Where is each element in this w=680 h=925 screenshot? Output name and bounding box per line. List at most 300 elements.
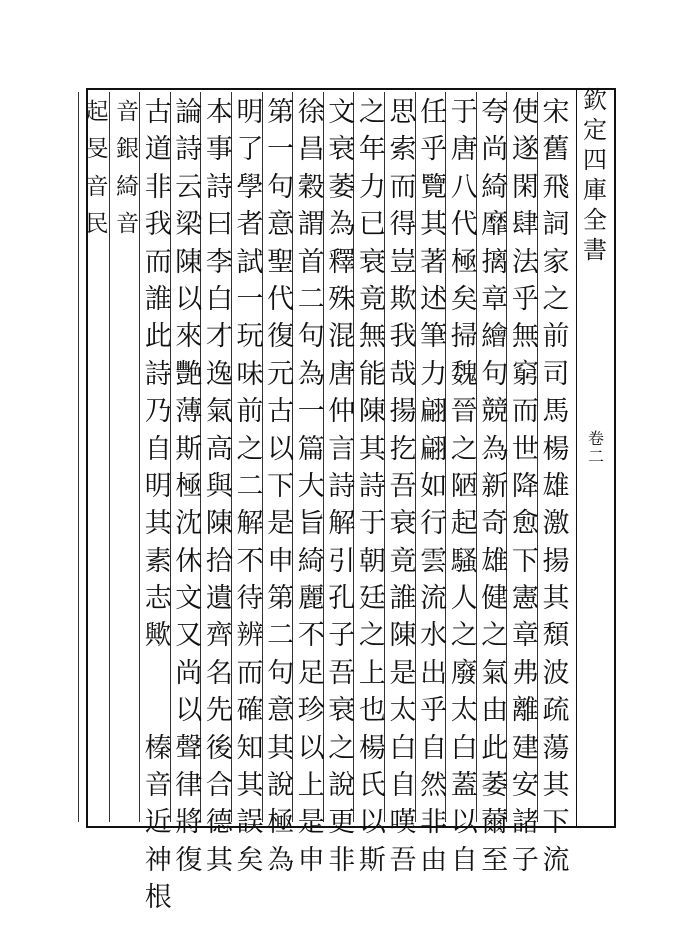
column-char: 解 bbox=[328, 508, 356, 540]
column-char: 詩 bbox=[144, 358, 172, 390]
column-char: 一 bbox=[297, 396, 325, 428]
column-char: 古 bbox=[267, 396, 295, 428]
column-char: 于 bbox=[358, 508, 386, 540]
column-char: 明 bbox=[144, 470, 172, 502]
book-title-char: 四 bbox=[583, 146, 607, 174]
column-char: 扢 bbox=[389, 433, 417, 465]
column-char: 更 bbox=[328, 807, 356, 839]
column-char: 乃 bbox=[144, 396, 172, 428]
column-char: 哉 bbox=[389, 358, 417, 390]
column-char: 之 bbox=[358, 620, 386, 652]
column-char: 覽 bbox=[420, 171, 448, 203]
column-char: 為 bbox=[297, 358, 325, 390]
text-column-16 bbox=[78, 94, 116, 244]
column-char: 尚 bbox=[481, 134, 509, 166]
column-char: 乎 bbox=[420, 695, 448, 727]
column-char: 自 bbox=[420, 732, 448, 764]
column-char: 文 bbox=[328, 97, 356, 128]
column-char: 肆 bbox=[511, 209, 539, 241]
column-char: 律 bbox=[175, 770, 203, 802]
column-char: 篇 bbox=[297, 433, 325, 465]
column-char: 逸 bbox=[205, 358, 233, 390]
column-char: 起 bbox=[450, 508, 478, 540]
column-char: 矣 bbox=[236, 844, 264, 876]
column-char: 音 bbox=[85, 173, 109, 200]
column-char: 楊 bbox=[542, 433, 570, 465]
column-char: 陳 bbox=[175, 246, 203, 278]
column-char: 元 bbox=[267, 358, 295, 390]
column-char: 竟 bbox=[358, 283, 386, 315]
column-char: 此 bbox=[481, 732, 509, 764]
column-char: 曰 bbox=[205, 209, 233, 241]
column-char: 八 bbox=[450, 171, 478, 203]
column-char: 其 bbox=[205, 844, 233, 876]
column-char: 唐 bbox=[450, 134, 478, 166]
column-char: 白 bbox=[205, 283, 233, 315]
column-char: 蓋 bbox=[450, 770, 478, 802]
column-char: 將 bbox=[175, 807, 203, 839]
column-char: 安 bbox=[511, 770, 539, 802]
column-char bbox=[139, 655, 177, 692]
column-char: 其 bbox=[542, 583, 570, 615]
column-char: 而 bbox=[389, 171, 417, 203]
column-char: 氣 bbox=[481, 657, 509, 689]
column-char: 來 bbox=[175, 321, 203, 353]
column-char: 之 bbox=[358, 97, 386, 128]
column-char: 由 bbox=[420, 844, 448, 876]
column-char: 司 bbox=[542, 358, 570, 390]
column-char: 矣 bbox=[450, 283, 478, 315]
column-char: 大 bbox=[297, 470, 325, 502]
column-char: 閑 bbox=[511, 171, 539, 203]
column-char: 是 bbox=[389, 657, 417, 689]
column-char: 聖 bbox=[267, 246, 295, 278]
column-char: 陋 bbox=[450, 470, 478, 502]
column-char: 音 bbox=[116, 211, 140, 238]
column-char: 意 bbox=[267, 695, 295, 727]
column-char: 子 bbox=[328, 620, 356, 652]
column-char: 陳 bbox=[389, 620, 417, 652]
column-char: 宋 bbox=[542, 97, 570, 128]
column-char: 不 bbox=[297, 620, 325, 652]
column-char: 法 bbox=[511, 246, 539, 278]
column-char: 梁 bbox=[175, 209, 203, 241]
column-char: 白 bbox=[389, 732, 417, 764]
column-char: 廷 bbox=[358, 583, 386, 615]
column-char: 得 bbox=[389, 209, 417, 241]
column-char: 復 bbox=[175, 844, 203, 876]
column-char: 吾 bbox=[389, 470, 417, 502]
column-char: 然 bbox=[420, 770, 448, 802]
column-char: 不 bbox=[236, 545, 264, 577]
column-char: 乎 bbox=[420, 134, 448, 166]
column-char: 以 bbox=[175, 283, 203, 315]
column-char: 句 bbox=[267, 657, 295, 689]
column-char: 窮 bbox=[511, 358, 539, 390]
column-char: 白 bbox=[450, 732, 478, 764]
column-char: 魏 bbox=[450, 358, 478, 390]
column-char: 豈 bbox=[389, 246, 417, 278]
column-char: 降 bbox=[511, 470, 539, 502]
column-char: 下 bbox=[267, 470, 295, 502]
column-char: 一 bbox=[236, 283, 264, 315]
column-char: 休 bbox=[175, 545, 203, 577]
column-char: 吾 bbox=[328, 657, 356, 689]
column-char: 綺 bbox=[481, 171, 509, 203]
column-char: 掃 bbox=[450, 321, 478, 353]
column-char: 吾 bbox=[389, 844, 417, 876]
column-char: 章 bbox=[481, 283, 509, 315]
column-char: 徐 bbox=[297, 97, 325, 128]
column-char: 薄 bbox=[175, 396, 203, 428]
column-char: 意 bbox=[267, 209, 295, 241]
column-char: 謂 bbox=[297, 209, 325, 241]
column-char: 水 bbox=[420, 620, 448, 652]
column-char: 綺 bbox=[116, 173, 140, 200]
column-char: 其 bbox=[236, 770, 264, 802]
column-char: 非 bbox=[420, 807, 448, 839]
column-char: 憲 bbox=[511, 583, 539, 615]
column-char: 之 bbox=[450, 620, 478, 652]
column-char: 一 bbox=[267, 134, 295, 166]
column-char: 能 bbox=[358, 358, 386, 390]
column-char: 衰 bbox=[328, 134, 356, 166]
column-char: 以 bbox=[175, 695, 203, 727]
column-char: 拾 bbox=[205, 545, 233, 577]
column-char: 出 bbox=[420, 657, 448, 689]
column-char: 晉 bbox=[450, 396, 478, 428]
column-char: 後 bbox=[205, 732, 233, 764]
column-char: 衰 bbox=[358, 246, 386, 278]
column-char: 申 bbox=[267, 545, 295, 577]
column-char: 前 bbox=[542, 321, 570, 353]
column-char: 才 bbox=[205, 321, 233, 353]
column-char: 極 bbox=[175, 470, 203, 502]
column-char: 舊 bbox=[542, 134, 570, 166]
column-char: 代 bbox=[450, 209, 478, 241]
column-char: 遺 bbox=[205, 583, 233, 615]
column-char: 其 bbox=[267, 732, 295, 764]
column-char: 翩 bbox=[420, 396, 448, 428]
column-char: 雄 bbox=[481, 545, 509, 577]
column-char: 神 bbox=[144, 844, 172, 876]
book-title-char: 全 bbox=[583, 206, 607, 234]
column-char: 章 bbox=[511, 620, 539, 652]
column-char: 明 bbox=[236, 97, 264, 128]
column-char: 陳 bbox=[358, 396, 386, 428]
column-char: 為 bbox=[267, 844, 295, 876]
column-char: 近 bbox=[144, 807, 172, 839]
column-char: 靡 bbox=[481, 209, 509, 241]
column-char: 詩 bbox=[175, 134, 203, 166]
column-char: 楊 bbox=[358, 732, 386, 764]
column-char: 殊 bbox=[328, 283, 356, 315]
column-char: 下 bbox=[511, 545, 539, 577]
column-char: 音 bbox=[116, 99, 140, 125]
column-char: 句 bbox=[267, 171, 295, 203]
column-char: 波 bbox=[542, 657, 570, 689]
column-char: 榛 bbox=[144, 732, 172, 764]
column-char: 申 bbox=[297, 844, 325, 876]
column-char: 也 bbox=[358, 695, 386, 727]
column-char: 首 bbox=[297, 246, 325, 278]
column-char: 欺 bbox=[389, 283, 417, 315]
column-char: 激 bbox=[542, 508, 570, 540]
column-char: 子 bbox=[511, 844, 539, 876]
column-char: 詩 bbox=[328, 470, 356, 502]
column-char: 筆 bbox=[420, 321, 448, 353]
volume-label bbox=[583, 430, 609, 466]
book-title bbox=[580, 85, 610, 465]
column-char: 遂 bbox=[511, 134, 539, 166]
column-char: 諸 bbox=[511, 807, 539, 839]
column-char: 二 bbox=[236, 470, 264, 502]
column-char: 又 bbox=[175, 620, 203, 652]
column-char: 流 bbox=[420, 583, 448, 615]
column-char: 摛 bbox=[481, 246, 509, 278]
column-char: 以 bbox=[297, 732, 325, 764]
column-char: 解 bbox=[236, 508, 264, 540]
column-char: 上 bbox=[358, 657, 386, 689]
column-char: 力 bbox=[420, 358, 448, 390]
column-char: 綺 bbox=[297, 545, 325, 577]
column-char: 下 bbox=[542, 807, 570, 839]
column-char: 辨 bbox=[236, 620, 264, 652]
column-char: 穀 bbox=[297, 171, 325, 203]
column-char: 非 bbox=[328, 844, 356, 876]
column-char: 我 bbox=[389, 321, 417, 353]
column-char: 而 bbox=[511, 396, 539, 428]
column-char: 之 bbox=[236, 433, 264, 465]
column-char: 詞 bbox=[542, 209, 570, 241]
volume-label-char: 卷 bbox=[587, 429, 604, 448]
column-char: 第 bbox=[267, 97, 295, 128]
column-char: 薾 bbox=[481, 807, 509, 839]
column-char: 騷 bbox=[450, 545, 478, 577]
column-char: 已 bbox=[358, 209, 386, 241]
column-char: 夸 bbox=[481, 97, 509, 128]
column-char: 愈 bbox=[511, 508, 539, 540]
book-title-char: 書 bbox=[583, 236, 607, 264]
column-char: 此 bbox=[144, 321, 172, 353]
column-char: 合 bbox=[205, 770, 233, 802]
column-char: 確 bbox=[236, 695, 264, 727]
column-char: 陳 bbox=[205, 508, 233, 540]
column-char: 誰 bbox=[144, 283, 172, 315]
column-char: 其 bbox=[420, 209, 448, 241]
column-char: 雲 bbox=[420, 545, 448, 577]
column-char: 誤 bbox=[236, 807, 264, 839]
column-char: 其 bbox=[542, 770, 570, 802]
column-char: 朝 bbox=[358, 545, 386, 577]
column-char: 嘆 bbox=[389, 807, 417, 839]
column-char: 歟 bbox=[144, 620, 172, 652]
column-char: 而 bbox=[236, 657, 264, 689]
column-char: 非 bbox=[144, 171, 172, 203]
column-char: 于 bbox=[450, 97, 478, 128]
column-char: 斯 bbox=[175, 433, 203, 465]
column-char bbox=[139, 692, 177, 729]
column-char: 奇 bbox=[481, 508, 509, 540]
column-char: 知 bbox=[236, 732, 264, 764]
column-char: 翩 bbox=[420, 433, 448, 465]
column-char: 學 bbox=[236, 171, 264, 203]
column-char: 以 bbox=[450, 807, 478, 839]
column-char: 玩 bbox=[236, 321, 264, 353]
column-char: 其 bbox=[358, 433, 386, 465]
column-char: 混 bbox=[328, 321, 356, 353]
column-char: 二 bbox=[297, 283, 325, 315]
column-char: 廢 bbox=[450, 657, 478, 689]
column-char: 如 bbox=[420, 470, 448, 502]
column-char: 自 bbox=[144, 433, 172, 465]
column-char: 頹 bbox=[542, 620, 570, 652]
column-char: 誰 bbox=[389, 583, 417, 615]
column-char: 之 bbox=[481, 620, 509, 652]
column-char: 氏 bbox=[358, 770, 386, 802]
column-char: 離 bbox=[511, 695, 539, 727]
column-char: 衰 bbox=[389, 508, 417, 540]
column-char: 衰 bbox=[328, 695, 356, 727]
column-char: 唐 bbox=[328, 358, 356, 390]
column-char: 健 bbox=[481, 583, 509, 615]
column-char: 味 bbox=[236, 358, 264, 390]
column-char: 其 bbox=[144, 508, 172, 540]
column-char: 仲 bbox=[328, 396, 356, 428]
column-char: 說 bbox=[328, 770, 356, 802]
column-char: 銀 bbox=[116, 136, 140, 163]
frame-top-rule bbox=[86, 88, 616, 90]
column-char: 音 bbox=[144, 770, 172, 802]
column-char: 力 bbox=[358, 171, 386, 203]
column-char: 尚 bbox=[175, 657, 203, 689]
column-char: 聲 bbox=[175, 732, 203, 764]
column-char: 上 bbox=[297, 770, 325, 802]
column-char: 者 bbox=[236, 209, 264, 241]
column-char: 太 bbox=[389, 695, 417, 727]
column-char: 以 bbox=[267, 433, 295, 465]
column-char: 弗 bbox=[511, 657, 539, 689]
column-char: 建 bbox=[511, 732, 539, 764]
column-char: 無 bbox=[358, 321, 386, 353]
column-char: 齊 bbox=[205, 620, 233, 652]
column-char: 引 bbox=[328, 545, 356, 577]
column-char: 根 bbox=[144, 882, 172, 914]
column-char: 乎 bbox=[511, 283, 539, 315]
column-char: 年 bbox=[358, 134, 386, 166]
column-char: 德 bbox=[205, 807, 233, 839]
column-char: 沈 bbox=[175, 508, 203, 540]
column-char: 是 bbox=[267, 508, 295, 540]
column-char: 艷 bbox=[175, 358, 203, 390]
column-char: 旻 bbox=[85, 136, 109, 163]
column-char: 太 bbox=[450, 695, 478, 727]
column-char: 流 bbox=[542, 844, 570, 876]
column-char: 與 bbox=[205, 470, 233, 502]
column-char: 待 bbox=[236, 583, 264, 615]
column-char: 志 bbox=[144, 583, 172, 615]
column-char: 起 bbox=[85, 99, 109, 125]
column-char: 旨 bbox=[297, 508, 325, 540]
column-char: 昌 bbox=[297, 134, 325, 166]
column-char: 素 bbox=[144, 545, 172, 577]
column-char: 之 bbox=[328, 732, 356, 764]
column-char: 雄 bbox=[542, 470, 570, 502]
volume-label-char: 二 bbox=[587, 447, 604, 466]
book-title-char: 定 bbox=[583, 116, 607, 144]
column-char: 為 bbox=[481, 433, 509, 465]
column-char: 代 bbox=[267, 283, 295, 315]
column-char: 行 bbox=[420, 508, 448, 540]
column-char: 新 bbox=[481, 470, 509, 502]
column-char: 詩 bbox=[358, 470, 386, 502]
column-char: 由 bbox=[481, 695, 509, 727]
column-char: 世 bbox=[511, 433, 539, 465]
column-char: 至 bbox=[481, 844, 509, 876]
column-char: 萎 bbox=[328, 171, 356, 203]
column-char: 著 bbox=[420, 246, 448, 278]
column-char: 自 bbox=[389, 770, 417, 802]
column-char: 名 bbox=[205, 657, 233, 689]
column-char: 之 bbox=[542, 283, 570, 315]
book-title-char: 庫 bbox=[583, 176, 607, 204]
column-char: 釋 bbox=[328, 246, 356, 278]
column-char: 氣 bbox=[205, 396, 233, 428]
column-char: 民 bbox=[85, 211, 109, 238]
column-char: 萎 bbox=[481, 770, 509, 802]
column-char: 先 bbox=[205, 695, 233, 727]
column-char: 疏 bbox=[542, 695, 570, 727]
title-strip-rule bbox=[576, 88, 577, 828]
column-char: 斯 bbox=[358, 844, 386, 876]
column-char: 以 bbox=[358, 807, 386, 839]
column-char: 是 bbox=[297, 807, 325, 839]
column-char: 馬 bbox=[542, 396, 570, 428]
column-char: 第 bbox=[267, 583, 295, 615]
book-title-char: 欽 bbox=[583, 86, 607, 114]
column-char: 思 bbox=[389, 97, 417, 128]
column-char: 揚 bbox=[389, 396, 417, 428]
column-char: 云 bbox=[175, 171, 203, 203]
column-char: 而 bbox=[144, 246, 172, 278]
column-char: 試 bbox=[236, 246, 264, 278]
column-char: 之 bbox=[450, 433, 478, 465]
column-char: 文 bbox=[175, 583, 203, 615]
column-char: 自 bbox=[450, 844, 478, 876]
column-char: 言 bbox=[328, 433, 356, 465]
column-char: 為 bbox=[328, 209, 356, 241]
column-char: 前 bbox=[236, 396, 264, 428]
column-char: 古 bbox=[144, 97, 172, 128]
column-char: 家 bbox=[542, 246, 570, 278]
column-char: 了 bbox=[236, 134, 264, 166]
column-char: 極 bbox=[267, 807, 295, 839]
column-char: 蕩 bbox=[542, 732, 570, 764]
column-char: 麗 bbox=[297, 583, 325, 615]
column-char: 人 bbox=[450, 583, 478, 615]
column-char: 索 bbox=[389, 134, 417, 166]
column-char: 繪 bbox=[481, 321, 509, 353]
column-char: 任 bbox=[420, 97, 448, 128]
column-char: 二 bbox=[267, 620, 295, 652]
column-char: 復 bbox=[267, 321, 295, 353]
column-char: 述 bbox=[420, 283, 448, 315]
column-char: 競 bbox=[481, 396, 509, 428]
column-char: 揚 bbox=[542, 545, 570, 577]
column-char: 足 bbox=[297, 657, 325, 689]
column-char: 本 bbox=[205, 97, 233, 128]
column-rule bbox=[78, 92, 79, 822]
